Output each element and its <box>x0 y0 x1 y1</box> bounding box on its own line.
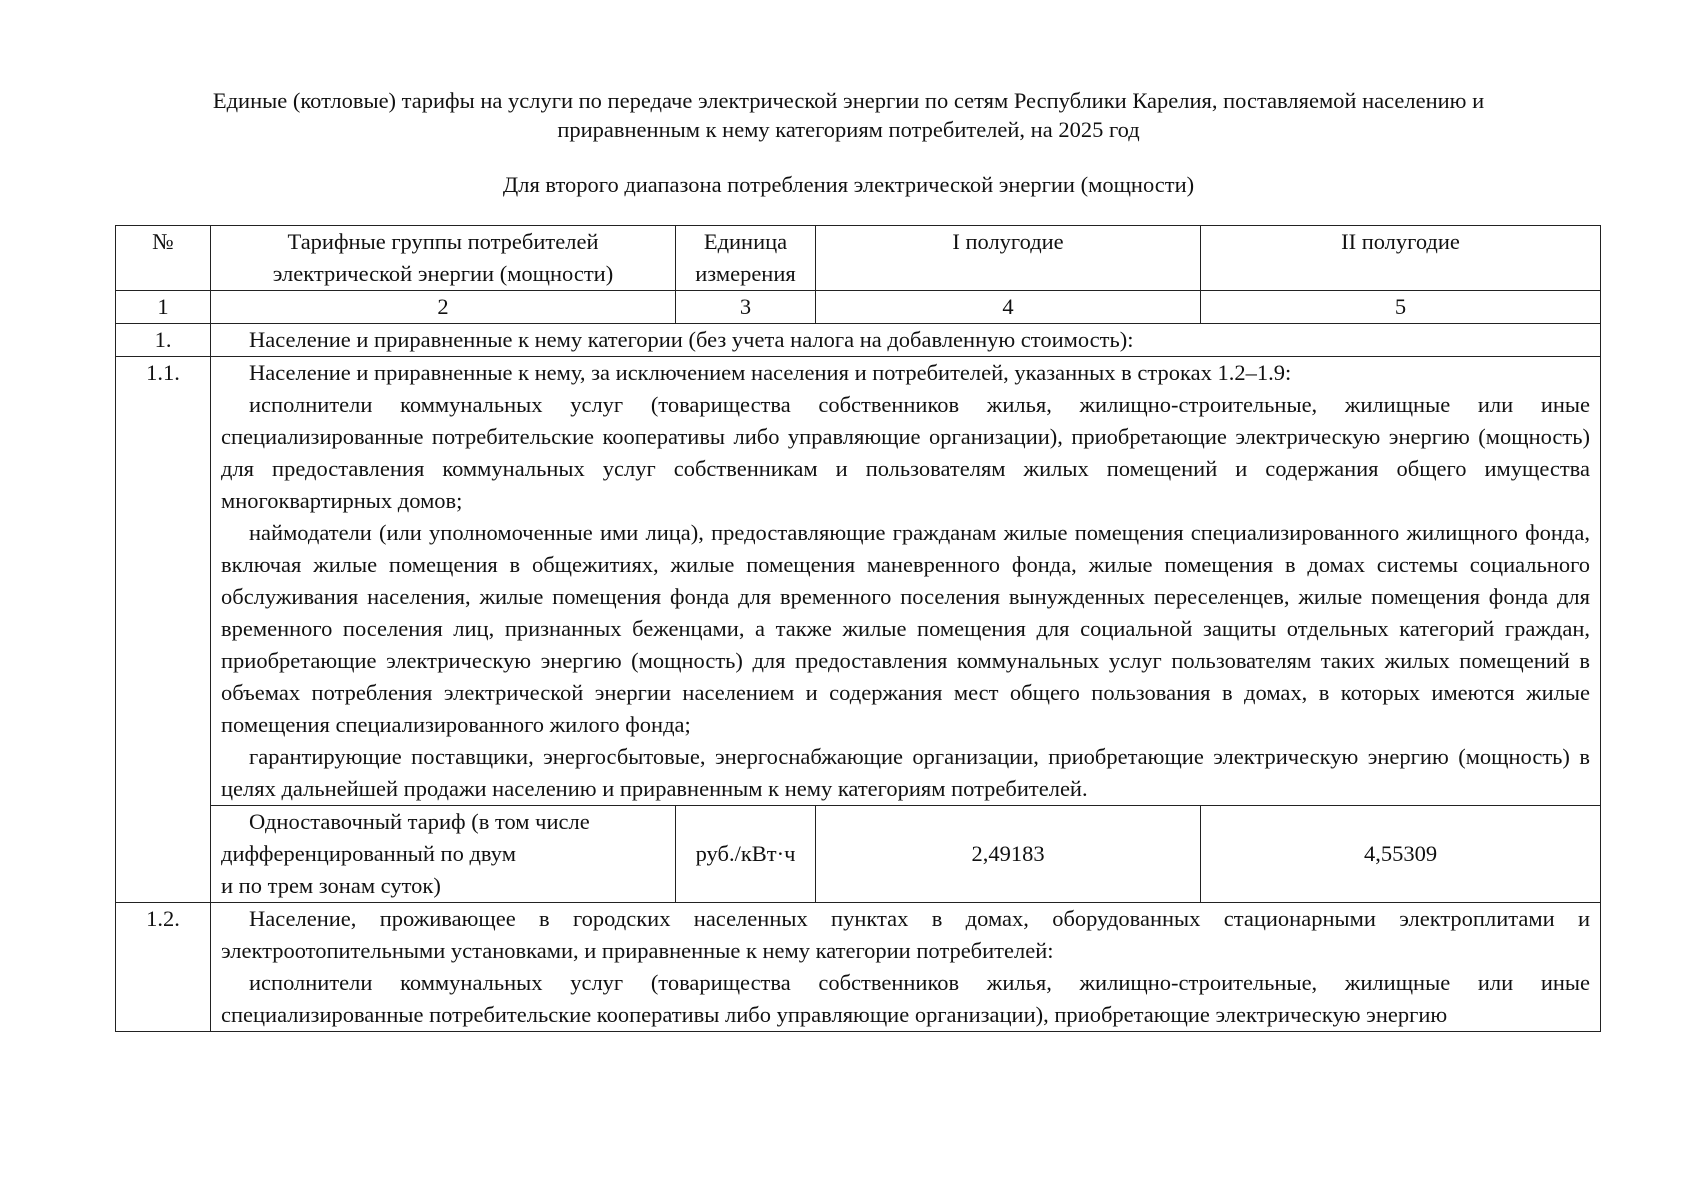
table-row-1 <box>116 324 1601 357</box>
tariff-name-line-3: и по трем зонам суток) <box>221 873 441 898</box>
header-unit-line-1: Единица <box>703 229 788 254</box>
header-unit-line-2: измерения <box>695 261 796 286</box>
title-line-1: Единые (котловые) тарифы на услуги по передаче электрической энергии по сетям Республики Карелия, поставляемой населению и <box>212 88 1485 113</box>
tariff-unit: руб./кВт·ч <box>676 806 816 903</box>
row-description <box>211 903 1601 1032</box>
title-line-2: приравненным к нему категориям потребителей, на 2025 год <box>557 117 1140 142</box>
row-number: 1.2. <box>116 903 211 1032</box>
header-unit <box>676 226 816 291</box>
tariff-value-first-half: 2,49183 <box>816 806 1201 903</box>
column-number-4: 4 <box>816 291 1201 324</box>
table-row-1-2 <box>116 903 1601 1032</box>
tariff-name-line-2: дифференцированный по двум <box>221 841 516 866</box>
document-title <box>150 86 1547 144</box>
header-tariff-groups <box>211 226 676 291</box>
table-row-1-1 <box>116 357 1601 806</box>
tariff-table <box>115 225 1601 1032</box>
tariff-name <box>211 806 676 903</box>
table-header-row <box>116 226 1601 291</box>
row-paragraph: Население и приравненные к нему, за исключением населения и потребителей, указанных в строках 1.2–1.9: <box>249 360 1292 385</box>
header-first-half: I полугодие <box>816 226 1201 291</box>
row-paragraph: исполнители коммунальных услуг (товарищества собственников жилья, жилищно-строительные, жилищные или иные специализированные потребительские кооперативы либо управляющие организации), приобретающие электрическую энергию <box>221 970 1590 1027</box>
column-number-row <box>116 291 1601 324</box>
column-number-3: 3 <box>676 291 816 324</box>
tariff-name-line-1: Одноставочный тариф (в том числе <box>249 809 590 834</box>
row-paragraph: наймодатели (или уполномоченные ими лица), предоставляющие гражданам жилые помещения специализированного жилищного фонда, включая жилые помещения в общежитиях, жилые помещения маневренного фонда, жилые помещения в домах системы социального обслуживания населения, жилые помещения фонда для временного поселения вынужденных переселенцев, жилые помещения фонда для временного поселения лиц, признанных беженцами, а также жилые помещения для социальной защиты отдельных категорий граждан, приобретающие электрическую энергию (мощность) для предоставления коммунальных услуг пользователям таких жилых помещений в объемах потребления электрической энергии населением и содержания мест общего пользования в домах, в которых имеются жилые помещения специализированного жилого фонда; <box>221 520 1590 737</box>
header-second-half: II полугодие <box>1201 226 1601 291</box>
row-number: 1.1. <box>116 357 211 903</box>
tariff-row-1-1 <box>116 806 1601 903</box>
header-tariff-groups-line-1: Тарифные группы потребителей <box>287 229 599 254</box>
row-paragraph: гарантирующие поставщики, энергосбытовые, энергоснабжающие организации, приобретающие электрическую энергию (мощность) в целях дальнейшей продажи населению и приравненным к нему категориям потребителей. <box>221 744 1590 801</box>
row-description <box>211 357 1601 806</box>
column-number-2: 2 <box>211 291 676 324</box>
row-paragraph: исполнители коммунальных услуг (товарищества собственников жилья, жилищно-строительные, жилищные или иные специализированные потребительские кооперативы либо управляющие организации), приобретающие электрическую энергию (мощность) для предоставления коммунальных услуг собственникам и пользователям жилых помещений и содержания общего имущества многоквартирных домов; <box>221 392 1590 513</box>
tariff-value-second-half: 4,55309 <box>1201 806 1601 903</box>
row-description: Население и приравненные к нему категории (без учета налога на добавленную стоимость): <box>211 324 1601 357</box>
row-number: 1. <box>116 324 211 357</box>
column-number-5: 5 <box>1201 291 1601 324</box>
header-number: № <box>116 226 211 291</box>
document-subtitle: Для второго диапазона потребления электрической энергии (мощности) <box>502 172 1195 197</box>
column-number-1: 1 <box>116 291 211 324</box>
header-tariff-groups-line-2: электрической энергии (мощности) <box>272 261 614 286</box>
row-paragraph: Население, проживающее в городских населенных пунктах в домах, оборудованных стационарными электроплитами и электроотопительными установками, и приравненные к нему категории потребителей: <box>221 906 1590 963</box>
row-description-clip <box>221 903 1590 1031</box>
